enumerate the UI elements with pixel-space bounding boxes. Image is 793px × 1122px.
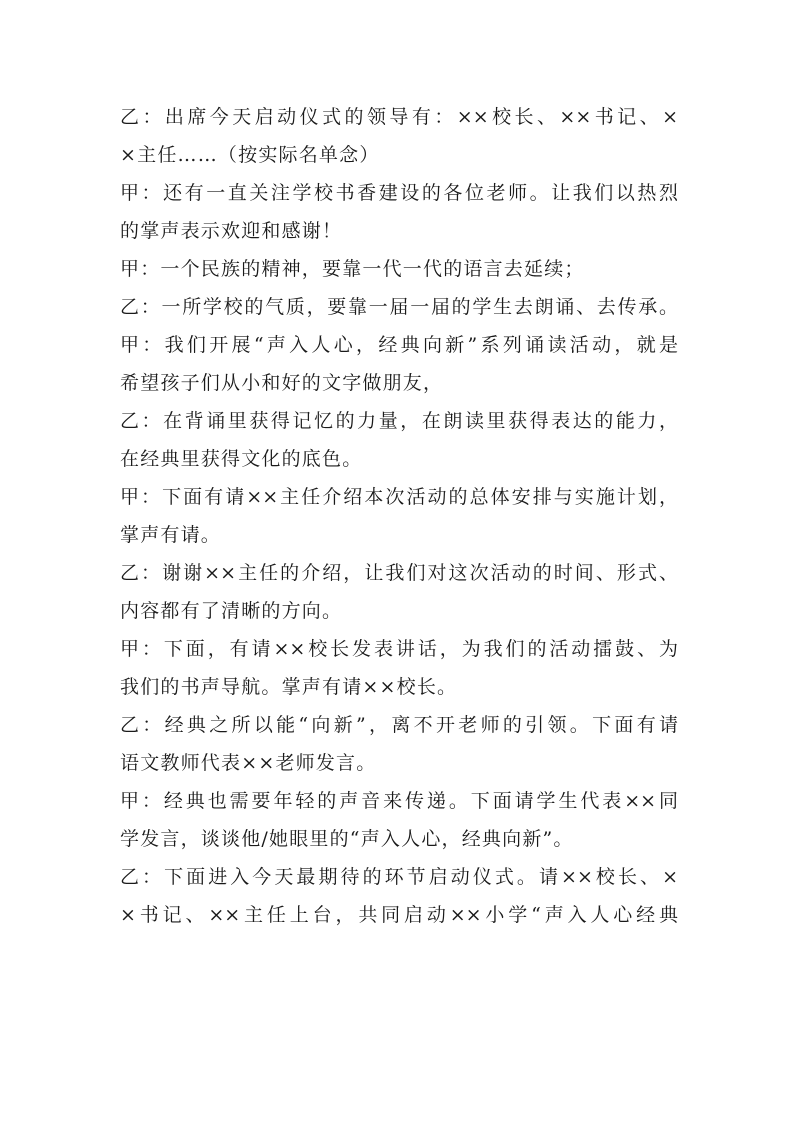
text-line: 的掌声表示欢迎和感谢！ <box>120 220 343 242</box>
text-line: ×主任……（按实际名单念） <box>120 144 380 166</box>
text-line: 乙：下面进入今天最期待的环节启动仪式。请××校长、× <box>120 866 678 888</box>
text-line: 乙：经典之所以能“向新”，离不开老师的引领。下面有请 <box>120 714 678 736</box>
text-line: 甲：一个民族的精神，要靠一代一代的语言去延续； <box>120 258 585 280</box>
text-line: 甲：下面有请××主任介绍本次活动的总体安排与实施计划， <box>120 486 678 508</box>
text-line: 乙：出席今天启动仪式的领导有：××校长、××书记、× <box>120 106 678 128</box>
text-line: 甲：经典也需要年轻的声音来传递。下面请学生代表××同 <box>120 790 678 812</box>
text-line: 在经典里获得文化的底色。 <box>120 448 363 470</box>
text-line: 内容都有了清晰的方向。 <box>120 600 343 622</box>
text-line: 乙：一所学校的气质，要靠一届一届的学生去朗诵、去传承。 <box>120 296 678 318</box>
text-line: 甲：下面，有请××校长发表讲话，为我们的活动擂鼓、为 <box>120 638 678 660</box>
text-line: 乙：在背诵里获得记忆的力量，在朗读里获得表达的能力， <box>120 410 678 432</box>
text-line: 掌声有请。 <box>120 524 222 546</box>
text-line: 甲：还有一直关注学校书香建设的各位老师。让我们以热烈 <box>120 182 678 204</box>
text-line: ×书记、××主任上台，共同启动××小学“声入人心经典 <box>120 904 678 926</box>
text-line: 学发言，谈谈他/她眼里的“声入人心，经典向新”。 <box>120 828 574 850</box>
text-line: 我们的书声导航。掌声有请××校长。 <box>120 676 458 698</box>
text-line: 语文教师代表××老师发言。 <box>120 752 377 774</box>
document-body <box>120 98 678 934</box>
text-line: 希望孩子们从小和好的文字做朋友， <box>120 372 444 394</box>
text-line: 甲：我们开展“声入人心，经典向新”系列诵读活动，就是 <box>120 334 678 356</box>
text-line: 乙：谢谢××主任的介绍，让我们对这次活动的时间、形式、 <box>120 562 678 584</box>
